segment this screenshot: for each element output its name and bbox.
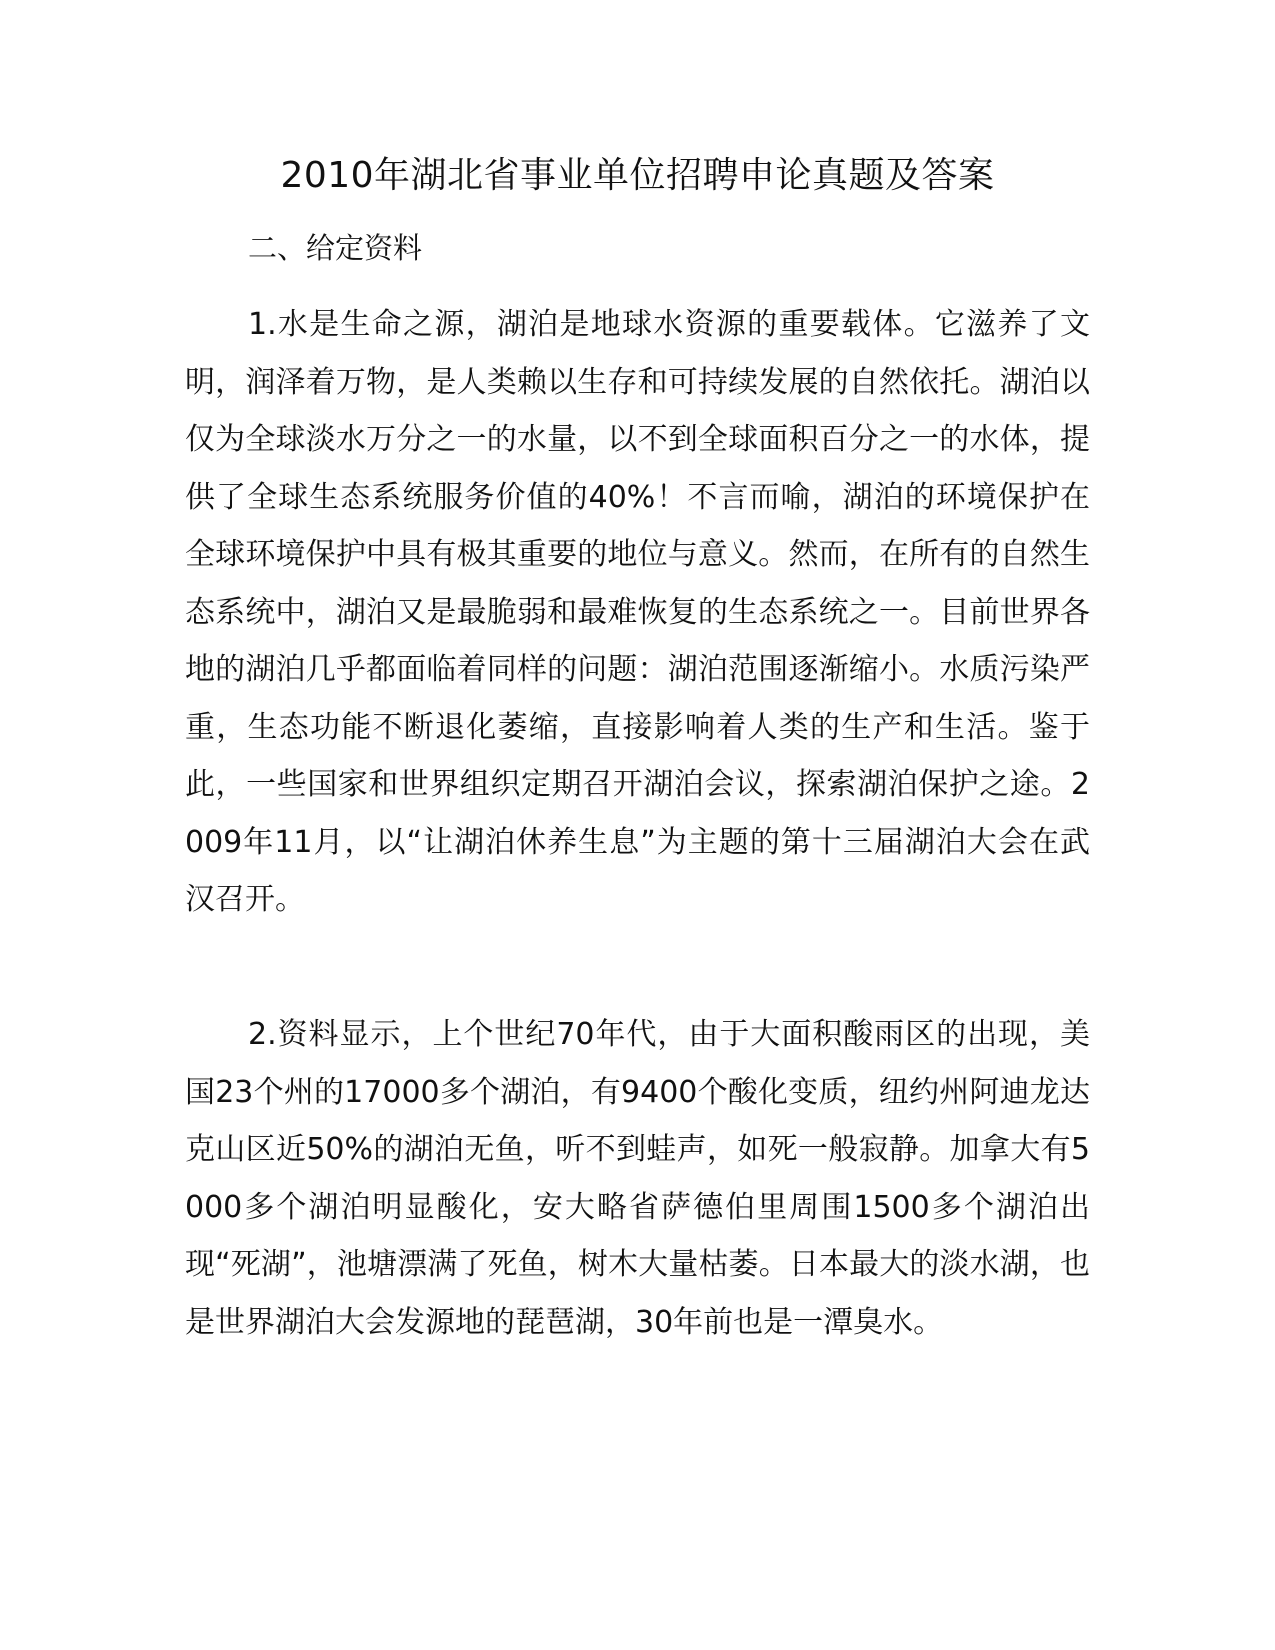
section-heading: 二、给定资料 <box>248 231 423 265</box>
paragraph-1: 1.水是生命之源，湖泊是地球水资源的重要载体。它滋养了文明，润泽着万物，是人类赖以生存和可持续发展的自然依托。湖泊以仅为全球淡水万分之一的水量，以不到全球面积百分之一的水体，提供了全球生态系统服务价值的40%！不言而喻，湖泊的环境保护在全球环境保护中具有极其重要的地位与意义。然而，在所有的自然生态系统中，湖泊又是最脆弱和最难恢复的生态系统之一。目前世界各地的湖泊几乎都面临着同样的问题：湖泊范围逐渐缩小。水质污染严重，生态功能不断退化萎缩，直接影响着人类的生产和生活。鉴于此，一些国家和世界组织定期召开湖泊会议，探索湖泊保护之途。2009年11月，以“让湖泊休养生息”为主题的第十三届湖泊大会在武汉召开。 <box>185 307 1090 917</box>
document-title: 2010年湖北省事业单位招聘申论真题及答案 <box>280 155 995 196</box>
paragraph-2: 2.资料显示，上个世纪70年代，由于大面积酸雨区的出现，美国23个州的17000多个湖泊，有9400个酸化变质，纽约州阿迪龙达克山区近50%的湖泊无鱼，听不到蛙声，如死一般寂静。加拿大有5000多个湖泊明显酸化，安大略省萨德伯里周围1500多个湖泊出现“死湖”，池塘漂满了死鱼，树木大量枯萎。日本最大的淡水湖，也是世界湖泊大会发源地的琵琶湖，30年前也是一潭臭水。 <box>185 1017 1090 1340</box>
